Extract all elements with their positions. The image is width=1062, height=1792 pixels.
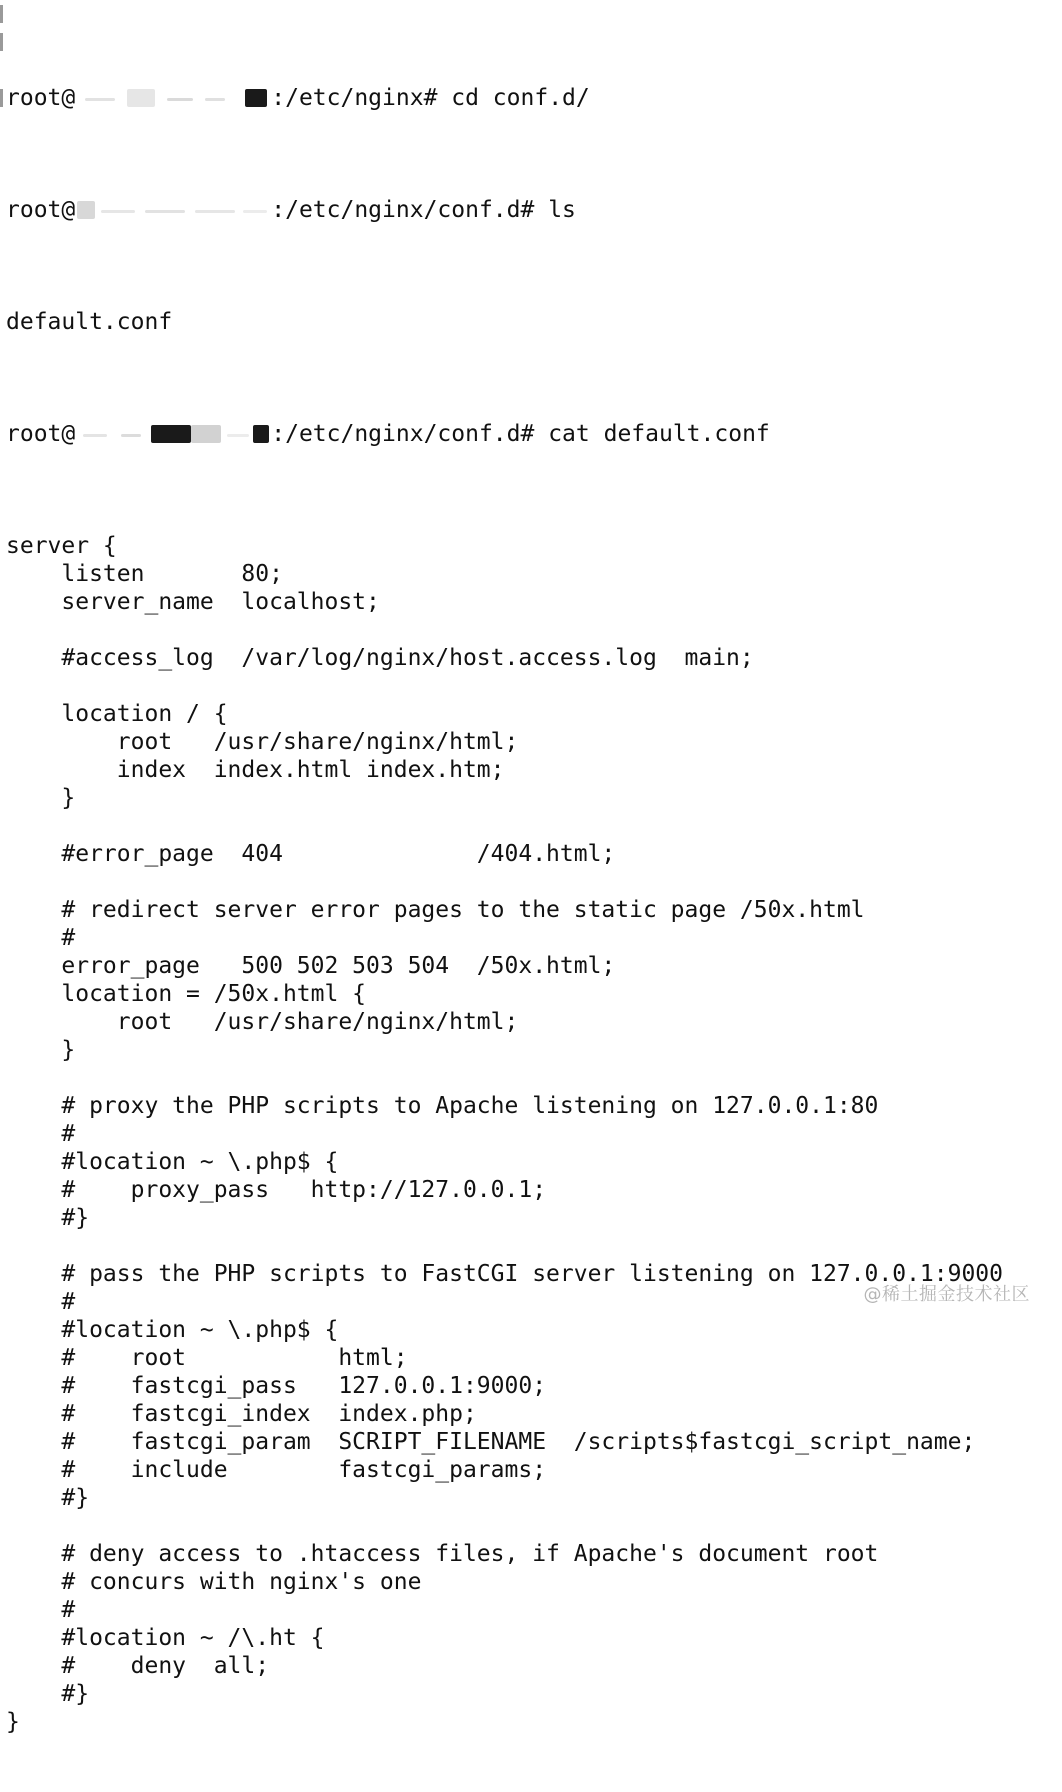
file-line: # (6, 925, 76, 951)
file-line: } (6, 785, 76, 811)
prompt-path: :/etc/nginx/conf.d# (271, 197, 549, 223)
cursor-mark (0, 33, 3, 51)
file-line: #location ~ /\.ht { (6, 1625, 325, 1651)
file-line: # redirect server error pages to the static page /50x.html (6, 897, 865, 923)
file-line: #} (6, 1485, 90, 1511)
file-line: index index.html index.htm; (6, 757, 505, 783)
file-line: # fastcgi_pass 127.0.0.1:9000; (6, 1373, 547, 1399)
cursor-mark (0, 89, 3, 107)
file-line: root /usr/share/nginx/html; (6, 729, 519, 755)
file-line: # (6, 1121, 76, 1147)
file-line (6, 672, 1003, 700)
redacted-hostname (75, 420, 271, 448)
cursor-mark (0, 5, 3, 23)
file-line (6, 1232, 1003, 1260)
file-line: # fastcgi_index index.php; (6, 1401, 477, 1427)
prompt-command: cd conf.d/ (451, 85, 590, 111)
prompt-line (6, 196, 1003, 224)
file-line: # (6, 1597, 76, 1623)
terminal-output (6, 0, 1003, 1792)
file-line (6, 868, 1003, 896)
file-line: } (6, 1037, 76, 1063)
prompt-path: :/etc/nginx# (271, 85, 452, 111)
prompt-line (6, 84, 1003, 112)
file-contents (6, 532, 1003, 1736)
file-line: } (6, 1709, 20, 1735)
redacted-hostname (75, 196, 271, 224)
file-line: # deny all; (6, 1653, 270, 1679)
file-line: #} (6, 1681, 90, 1707)
file-line: # (6, 1289, 76, 1315)
file-line: error_page 500 502 503 504 /50x.html; (6, 953, 616, 979)
file-line (6, 1064, 1003, 1092)
file-line: #location ~ \.php$ { (6, 1317, 339, 1343)
file-line: server_name localhost; (6, 589, 380, 615)
file-line: #access_log /var/log/nginx/host.access.log main; (6, 645, 754, 671)
prompt-user: root@ (6, 85, 76, 111)
file-line: server { (6, 533, 117, 559)
prompt-line (6, 420, 1003, 448)
file-line: #location ~ \.php$ { (6, 1149, 339, 1175)
redacted-hostname (75, 84, 271, 112)
file-line: # root html; (6, 1345, 408, 1371)
file-line: location / { (6, 701, 228, 727)
file-line: # proxy_pass http://127.0.0.1; (6, 1177, 547, 1203)
prompt-command: cat default.conf (548, 421, 770, 447)
file-line: listen 80; (6, 561, 283, 587)
prompt-command: ls (548, 197, 576, 223)
command-output: default.conf (6, 309, 173, 335)
file-line: root /usr/share/nginx/html; (6, 1009, 519, 1035)
file-line (6, 1512, 1003, 1540)
file-line: #error_page 404 /404.html; (6, 841, 616, 867)
file-line (6, 616, 1003, 644)
file-line: # include fastcgi_params; (6, 1457, 547, 1483)
file-line: # concurs with nginx's one (6, 1569, 422, 1595)
file-line: # fastcgi_param SCRIPT_FILENAME /scripts$fastcgi_script_name; (6, 1429, 976, 1455)
prompt-user: root@ (6, 197, 76, 223)
file-line (6, 812, 1003, 840)
file-line: location = /50x.html { (6, 981, 367, 1007)
prompt-path: :/etc/nginx/conf.d# (271, 421, 549, 447)
prompt-user: root@ (6, 421, 76, 447)
watermark: @稀土掘金技术社区 (863, 1284, 1030, 1305)
file-line: # proxy the PHP scripts to Apache listening on 127.0.0.1:80 (6, 1093, 879, 1119)
file-line: # deny access to .htaccess files, if Apache's document root (6, 1541, 879, 1567)
file-line: #} (6, 1205, 90, 1231)
file-line: # pass the PHP scripts to FastCGI server listening on 127.0.0.1:9000 (6, 1261, 1003, 1287)
